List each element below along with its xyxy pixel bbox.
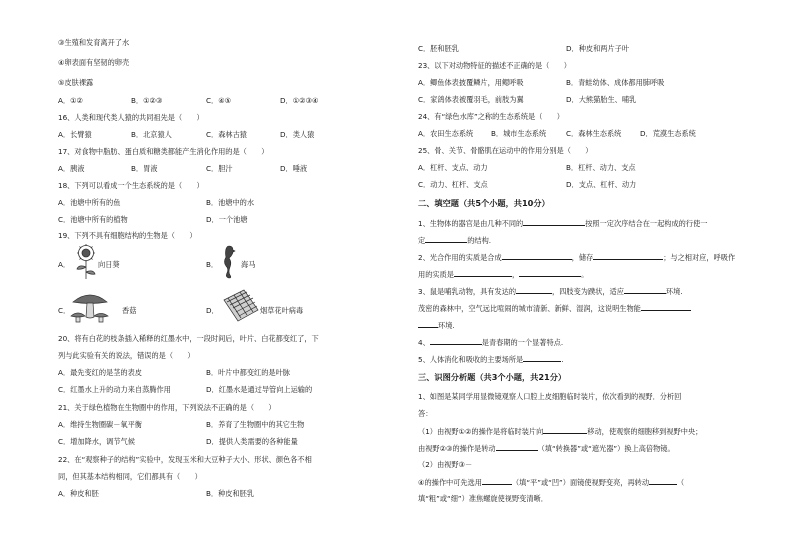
q23-stem: 23、以下对动物特征的描述不正确的是（ ） bbox=[418, 61, 571, 70]
section-2-title: 二、填空题（共5个小题，共10分） bbox=[418, 198, 550, 208]
q21-option-a: A．维持生物圈碳－氧平衡 bbox=[58, 420, 142, 429]
q23-option-a: A．鲫鱼体表披覆鳞片，用鳃呼吸 bbox=[418, 78, 524, 87]
q23-option-c: C．家鸽体表被覆羽毛，前肢为翼 bbox=[418, 95, 524, 104]
q25-option-d: D．支点、杠杆、动力 bbox=[566, 180, 637, 189]
fill-2-line-2: 用的实质是 ， 。 bbox=[418, 270, 589, 279]
fill-3-line-3: 环境. bbox=[418, 320, 455, 331]
fill-2-line-1: 2、光合作用的实质是合成 ，储存 ；与之相对应，呼吸作 bbox=[418, 253, 736, 262]
q25-option-c: C．动力、杠杆、支点 bbox=[418, 180, 488, 189]
q16-option-d: D．类人猿 bbox=[280, 130, 315, 139]
q25-option-b: B．杠杆、动力、支点 bbox=[566, 163, 636, 172]
q19-option-c-letter: C． bbox=[58, 306, 71, 315]
q24-option-b: B．城市生态系统 bbox=[491, 129, 547, 138]
q22-option-a: A．种皮和胚 bbox=[58, 489, 99, 498]
q17-option-a: A．胰液 bbox=[58, 164, 85, 173]
analysis-1-line-5: （2）由视野③－ bbox=[418, 460, 473, 469]
option-line-3: ③生殖和发育离开了水 bbox=[58, 38, 130, 47]
q25-stem: 25、骨、关节、骨骼肌在运动中的作用分别是（ ） bbox=[418, 146, 593, 155]
q20-option-b: B．叶片中都变红的是叶脉 bbox=[206, 368, 290, 377]
q23-option-d: D．大熊猫胎生、哺乳 bbox=[566, 95, 637, 104]
q19-stem: 19、下列不具有细胞结构的生物是（ ） bbox=[58, 231, 197, 240]
analysis-1-line-4: 由视野②③的操作是转动 （填“转换器”或“遮光器”）换上高倍物镜。 bbox=[418, 444, 675, 453]
q22-stem-1: 22、在“观察种子的结构”实验中，发现玉米和大豆种子大小、形状、颜色各不相 bbox=[58, 455, 312, 464]
q17-option-d: D．唾液 bbox=[280, 164, 308, 173]
q19-option-d-letter: D． bbox=[206, 306, 219, 315]
q18-option-d: D．一个池塘 bbox=[206, 215, 248, 224]
q16-stem: 16、人类和现代类人猿的共同祖先是（ ） bbox=[58, 113, 204, 122]
q21-stem: 21、关于绿色植物在生物圈中的作用，下列说法不正确的是（ ） bbox=[58, 403, 276, 412]
q21-option-b: B．养育了生物圈中的其它生物 bbox=[206, 420, 305, 429]
q19-option-d-label: 烟草花叶病毒 bbox=[260, 306, 304, 315]
q19-option-a-letter: A． bbox=[58, 260, 71, 269]
q19-option-b-label: 海马 bbox=[241, 260, 256, 269]
analysis-1-line-2: 答： bbox=[418, 409, 433, 418]
q23-option-b: B．青蛙幼体、成体都用肺呼吸 bbox=[566, 78, 665, 87]
q20-option-d: D．红墨水是通过导管向上运输的 bbox=[206, 385, 313, 394]
q20-option-a: A．最先变红的是茎的表皮 bbox=[58, 368, 142, 377]
q17-option-b: B．胃液 bbox=[131, 164, 158, 173]
q20-option-c: C．红墨水上升的动力来自蒸腾作用 bbox=[58, 385, 171, 394]
q18-option-c: C．池塘中所有的植物 bbox=[58, 215, 128, 224]
analysis-1-line-3: （1）由视野①②的操作是将临时装片向 移动，使观察的细胞移到视野中央； bbox=[418, 427, 703, 436]
q20-stem-1: 20、将有白花的枝条插入稀释的红墨水中，一段时间后，叶片、白花都变红了，下 bbox=[58, 334, 319, 343]
q16-option-b: B．北京猿人 bbox=[131, 130, 172, 139]
q15-option-d: D．①②③④ bbox=[280, 96, 319, 105]
mushroom-icon bbox=[70, 290, 110, 324]
fill-1-line-2: 定 的结构. bbox=[418, 236, 492, 245]
analysis-1-line-6: ④的操作中可先选用 （填“平”或“凹”）面镜使视野变亮，再转动 （ bbox=[418, 478, 685, 487]
q18-option-b: B．池塘中的水 bbox=[206, 198, 255, 207]
section-3-title: 三、识图分析题（共3个小题，共21分） bbox=[418, 372, 567, 382]
fill-4: 4、 是青春期的一个显著特点. bbox=[418, 338, 564, 347]
q18-stem: 18、下列可以看成一个生态系统的是（ ） bbox=[58, 181, 204, 190]
q19-option-c-label: 香菇 bbox=[122, 306, 137, 315]
q19-option-a-label: 向日葵 bbox=[98, 260, 120, 269]
q15-option-a: A．①② bbox=[58, 96, 83, 105]
q24-option-d: D．荒漠生态系统 bbox=[640, 129, 696, 138]
sunflower-icon bbox=[72, 244, 100, 280]
analysis-1-line-1: 1、如图是某同学用显微镜观察人口腔上皮细胞临时装片，依次看到的视野．分析回 bbox=[418, 392, 682, 401]
q22-stem-2: 同，但其基本结构相同，它们都具有（ ） bbox=[58, 472, 202, 481]
q22-option-c: C．胚和胚乳 bbox=[418, 44, 459, 53]
q24-option-a: A．农田生态系统 bbox=[418, 129, 474, 138]
fill-3-line-2: 茂密的森林中，空气远比喧闹的城市清新、新鲜、湿润，这说明生物能 bbox=[418, 303, 691, 314]
option-line-5: ⑤皮肤裸露 bbox=[58, 78, 94, 87]
q22-option-b: B．种皮和胚乳 bbox=[206, 489, 255, 498]
fill-3-line-1: 3、鼠是哺乳动物，具有发达的 ，四肢变为蹼状，适应 环境. bbox=[418, 287, 683, 296]
q16-option-a: A．长臂猿 bbox=[58, 130, 92, 139]
q25-option-a: A．杠杆、支点、动力 bbox=[418, 163, 488, 172]
q17-option-c: C．胆汁 bbox=[206, 164, 233, 173]
q17-stem: 17、对食物中脂肪、蛋白质和糖类都能产生消化作用的是（ ） bbox=[58, 147, 269, 156]
q16-option-c: C．森林古猿 bbox=[206, 130, 247, 139]
option-line-4: ④卵表面有坚韧的卵壳 bbox=[58, 58, 130, 67]
q24-stem: 24、有“绿色水库”之称的生态系统是（ ） bbox=[418, 112, 564, 121]
tobacco-mosaic-virus-icon bbox=[222, 288, 260, 324]
q24-option-c: C．森林生态系统 bbox=[566, 129, 622, 138]
fill-1-line-1: 1、生物体的器官是由几种不同的 按照一定次序结合在一起构成的行使一 bbox=[418, 219, 708, 228]
q21-option-c: C．增加降水，调节气候 bbox=[58, 437, 135, 446]
fill-5: 5、人体消化和吸收的主要场所是 . bbox=[418, 355, 564, 364]
q15-option-c: C．④⑤ bbox=[206, 96, 232, 105]
q19-option-b-letter: B． bbox=[206, 260, 219, 269]
q22-option-d: D．种皮和两片子叶 bbox=[566, 44, 630, 53]
q20-stem-2: 列与此实验有关的说法，错误的是（ ） bbox=[58, 351, 195, 360]
q18-option-a: A．池塘中所有的鱼 bbox=[58, 198, 121, 207]
analysis-1-line-7: 填“粗”或“细”）准焦螺旋使视野变清晰． bbox=[418, 494, 548, 503]
q21-option-d: D．提供人类需要的各种能量 bbox=[206, 437, 298, 446]
seahorse-icon bbox=[220, 244, 236, 280]
q15-option-b: B．①②③ bbox=[131, 96, 163, 105]
